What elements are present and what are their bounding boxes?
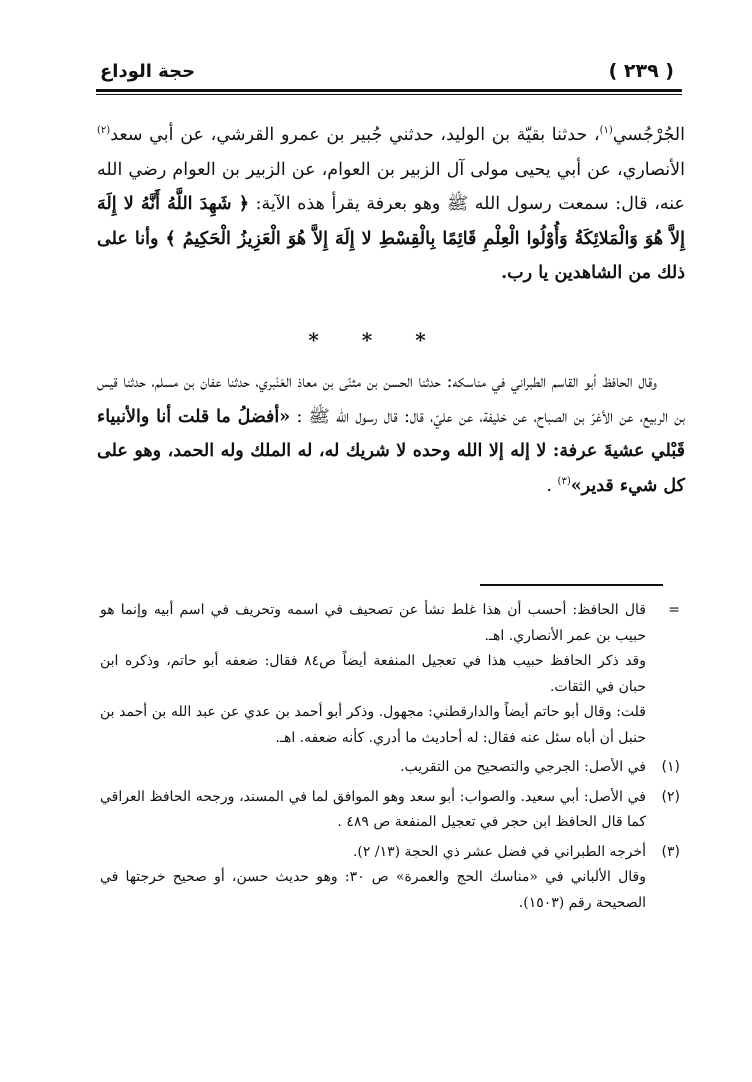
- footnote-line: وقال الألباني في «مناسك الحج والعمرة» ص ٣٠: وهو حديث حسن، أو صحيح خرجتها في الصحيحة رقم (١٥٠٣).: [100, 869, 646, 911]
- footnote-1: [100, 755, 680, 781]
- footnote-continued: [100, 598, 680, 751]
- footnote-line: أخرجه الطبراني في فضل عشر ذي الحجة (١٣/ ٢).: [352, 843, 646, 860]
- footnote-2: [100, 785, 680, 836]
- paragraph-2-ending: .: [546, 475, 558, 496]
- footnote-ref-2: (٢): [97, 125, 111, 137]
- paragraph-1-text: الأنصاري، عن أبي يحيى مولى آل الزبير بن العوام، عن الزبير بن العوام رضي الله عنه، قال: سمعت رسول الله ﷺ وهو بعرفة يقرأ هذه الآية:: [97, 159, 685, 214]
- footnote-marker: =: [668, 602, 680, 618]
- footnote-ref-1: (١): [599, 125, 613, 137]
- footnote-line: في الأصل: أبي سعيد. والصواب: أبو سعد وهو الموافق لما في المسند، ورجحه الحافظ العراقي كما قال الحافظ ابن حجر في تعجيل المنفعة ص ٤٨٩ .: [100, 788, 646, 830]
- paragraph-1: [97, 118, 685, 291]
- footnote-line: قال الحافظ: أحسب أن هذا غلط نشأ عن تصحيف في اسمه وتحريف في اسم أبيه وإنما هو حبيب بن عمر الأنصاري. اهـ.: [100, 602, 646, 644]
- footnote-marker: (٢): [661, 788, 680, 805]
- footnote-line: وقد ذكر الحافظ حبيب هذا في تعجيل المنفعة أيضاً ص٨٤ فقال: ضعفه أبو حاتم، وذكره ابن حبان في الثقات.: [100, 653, 646, 695]
- paragraph-1-ending: وأنا على ذلك من الشاهدين يا رب.: [97, 228, 685, 283]
- footnotes-rule: [480, 584, 663, 586]
- page-number: ( ٢٣٩ ): [608, 60, 674, 82]
- footnote-marker: (٣): [661, 843, 680, 860]
- paragraph-1-text: ، حدثنا بقيّة بن الوليد، حدثني جُبير بن عمرو القرشي، عن أبي سعد: [110, 125, 600, 145]
- hadith-quote: «أفضلُ ما قلت أنا والأنبياء قَبْلي عشيةَ عرفة: لا إله إلا الله وحده لا شريك له، له الملك وله الحمد، وهو على كل شيء قدير»: [97, 406, 685, 496]
- header-rule-thick: [96, 89, 682, 92]
- paragraph-1-text: الجُرْجُسي: [612, 125, 685, 145]
- paragraph-2-text: وقال الحافظ أبو القاسم الطبراني في مناسكه: حدثنا الحسن بن مثنّى بن معاذ العَنْبري، حدثنا عفان بن مسلم، حدثنا قيس بن الربيع، عن الأغرّ بن الصباح، عن خليفة، عن عليّ، قال: قال رسول الله ﷺ :: [97, 372, 685, 427]
- footnotes: [100, 598, 680, 920]
- footnote-line: قلت: وقال أبو حاتم أيضاً والدارقطني: مجهول. وذكر أبو أحمد بن عدي عن عبد الله بن أحمد بن حنبل أن أباه سئل عنه فقال: له أحاديث ما أدري. كأنه ضعفه. اهـ.: [100, 704, 646, 746]
- footnote-3: [100, 840, 680, 917]
- footnote-line: في الأصل: الجرجي والتصحيح من التقريب.: [400, 759, 646, 775]
- footnote-marker: (١): [661, 759, 680, 775]
- quran-verse: ﴿ شَهِدَ اللَّهُ أَنَّهُ لا إِلَهَ إِلاَّ هُوَ وَالْمَلائِكَةُ وَأُوْلُوا الْعِلْمِ قَائِمًا بِالْقِسْطِ لا إِلَهَ إِلاَّ هُوَ الْعَزِيزُ الْحَكِيمُ ﴾: [97, 194, 685, 249]
- paragraph-2: [97, 365, 685, 503]
- running-title: حجة الوداع: [100, 60, 196, 82]
- section-separator: * * *: [308, 328, 444, 352]
- footnote-ref-3: (٣): [557, 475, 571, 487]
- page-header: [100, 56, 674, 86]
- header-rule-thin: [96, 94, 682, 95]
